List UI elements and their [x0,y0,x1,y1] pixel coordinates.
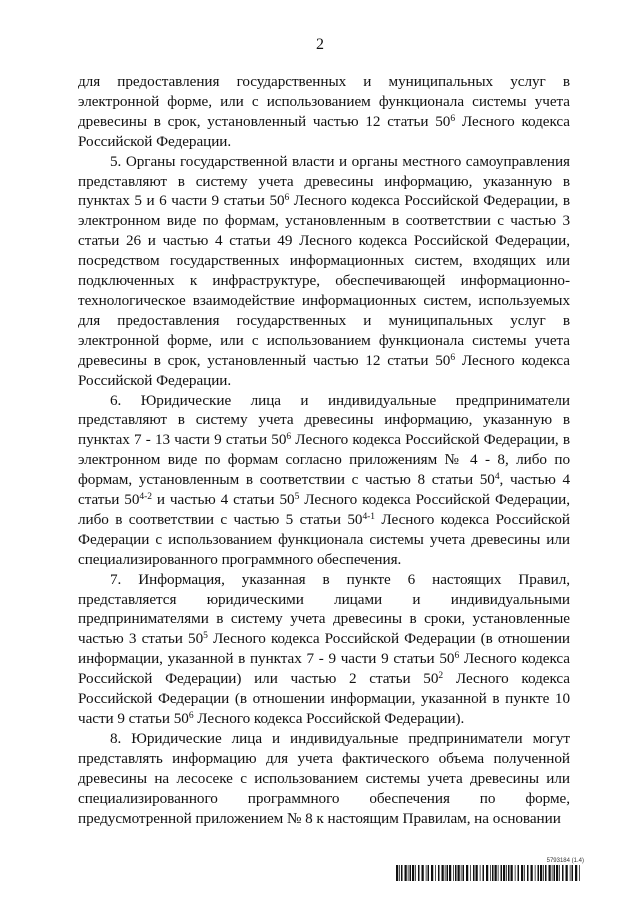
barcode-bar [463,865,465,881]
text-run: 6. Юридические лица и индивидуальные предприниматели представляют в систему учета древесины информацию, указанную в пунктах 7 - 13 части 9 статьи 50 [78,391,570,449]
barcode-bar [498,865,499,881]
barcode-bar [535,865,536,881]
text-run: Лесного кодекса Российской Федерации (в отношении информации, указанной в пунктах 7 - 9 части 9 статьи 50 [78,630,570,668]
text-run: 7. Информация, указанная в пункте 6 настоящих Правил, представляется юридическими лицами и индивидуальными предпринимателями в систему учета древесины в сроки, установленные частью 3 статьи 50 [78,570,570,648]
barcode-bar [511,865,513,881]
page-number: 2 [316,36,324,53]
barcode-bar [399,865,400,881]
barcode-bar [410,865,412,881]
barcode-bar [579,865,580,881]
superscript: 4-1 [362,511,375,522]
barcode-bar [552,865,553,881]
barcode-bar [435,865,436,881]
barcode-bar [473,865,475,881]
text-run: и частью 4 статьи 50 [151,491,295,509]
paragraph [78,570,570,729]
barcode-bar [515,865,516,881]
barcode-bar [431,865,433,881]
barcode-bar [521,865,523,881]
barcode-bar [480,865,481,881]
superscript: 5 [294,492,300,503]
barcode-bar [449,865,451,881]
barcode-bar [415,865,416,881]
text-run: Лесного кодекса Российской Федерации. [78,112,570,150]
barcode-bar [426,865,427,881]
document-footer [396,858,584,881]
barcode-bar [405,865,407,881]
barcode-bar [445,865,446,881]
barcode-bar [453,865,454,881]
superscript: 6 [450,113,456,124]
text-run: Лесного кодекса Российской Федерации) или частью 2 статьи 50 [78,650,570,688]
barcode-bar [455,865,457,881]
superscript: 6 [284,193,290,204]
barcode-bar [483,865,485,881]
barcode-bar [503,865,505,881]
document-body [78,72,570,828]
superscript: 6 [454,651,460,662]
barcode-bar [428,865,430,881]
text-run: Лесного кодекса Российской Федерации. [78,351,570,389]
text-run: Лесного кодекса Российской Федерации с использованием функционала системы учета древесины или специализированного программного обеспечения. [78,510,570,568]
barcode-bar [447,865,449,881]
barcode-bar [545,865,547,881]
barcode-bar [442,865,444,881]
barcode-bar [490,865,491,881]
paragraph [78,391,570,570]
superscript: 5 [203,631,208,642]
barcode-bar [461,865,462,881]
barcode-bar [508,865,510,881]
barcode-bar [495,865,497,881]
barcode-bar [492,865,494,881]
barcode-bar [458,865,460,881]
text-run: Лесного кодекса Российской Федерации, либо в соответствии с частью 5 статьи 50 [78,491,570,528]
barcode-bar [540,865,542,881]
barcode-bar [524,865,525,881]
text-run: 8. Юридические лица и индивидуальные предприниматели могут представлять информацию для учета фактического объема полученной древесины на лесосеке с использованием системы учета древесины или специализированного программного обеспечения по форме, предусмотренной приложением № 8 к настоящим Правилам, на основании [78,729,570,827]
text-run: Лесного кодекса Российской Федерации (в отношении информации, указанной в пункте 10 части 9 статьи 50 [78,670,570,727]
paragraph [78,72,570,152]
text-run: Лесного кодекса Российской Федерации). [193,710,465,727]
superscript: 4 [494,472,500,483]
barcode-bar [538,865,540,881]
barcode-bar [486,865,488,881]
barcode-bar [549,865,551,881]
barcode-bar [572,865,574,881]
superscript: 6 [188,711,194,721]
barcode-label: 5793184 (1.4) [546,858,584,864]
barcode-bar [422,865,424,881]
barcode-bar [438,865,440,881]
barcode-bar [412,865,414,881]
barcode-bar [466,865,468,881]
barcode-bar [562,865,564,881]
barcode-bar [396,865,398,881]
superscript: 6 [450,352,456,363]
barcode-bar [556,865,558,881]
superscript: 4-2 [139,492,152,503]
superscript: 2 [438,671,444,682]
text-run: , частью 4 статьи 50 [78,471,570,509]
barcode-bar [543,865,544,881]
barcode-bar [566,865,568,881]
barcode-bar [575,865,577,881]
barcode-bar [559,865,560,881]
barcode-bar [418,865,420,881]
barcode-bar [470,865,471,881]
barcode-bar [476,865,478,881]
text-run: Лесного кодекса Российской Федерации, в электронном виде по формам, установленным в соответствии с частью 3 статьи 26 и частью 4 статьи 49 Лесного кодекса Российской Федерации, посредством государственных информационных систем, входящих или подключенных к инфраструктуре, обеспечивающей информационно-технологическое взаимодействие информационных систем, используемых для предоставления государственных и муниципальных услуг в электронной форме, или с использованием функционала системы учета древесины в срок, установленный частью 12 статьи 50 [78,192,570,369]
paragraph [78,729,570,829]
barcode-bar [531,865,533,881]
barcode-bar [518,865,520,881]
barcode-bar [401,865,403,881]
barcode [396,865,584,881]
barcode-bar [408,865,409,881]
text-run: Лесного кодекса Российской Федерации, в электронном виде по формам согласно приложениям № 4 - 8, либо по формам, установленным в соответствии с частью 8 статьи 50 [78,431,570,489]
text-run: 5. Органы государственной власти и органы местного самоуправления представляют в систему учета древесины информацию, указанную в пунктах 5 и 6 части 9 статьи 50 [78,152,570,210]
barcode-image [396,865,584,881]
text-run: для предоставления государственных и муниципальных услуг в электронной форме, или с использованием функционала системы учета древесины в срок, установленный частью 12 статьи 50 [78,73,570,130]
barcode-bar [506,865,507,881]
superscript: 6 [286,432,292,443]
barcode-bar [570,865,571,881]
barcode-bar [501,865,503,881]
paragraph [78,152,570,391]
barcode-bar [527,865,529,881]
barcode-bar [554,865,556,881]
